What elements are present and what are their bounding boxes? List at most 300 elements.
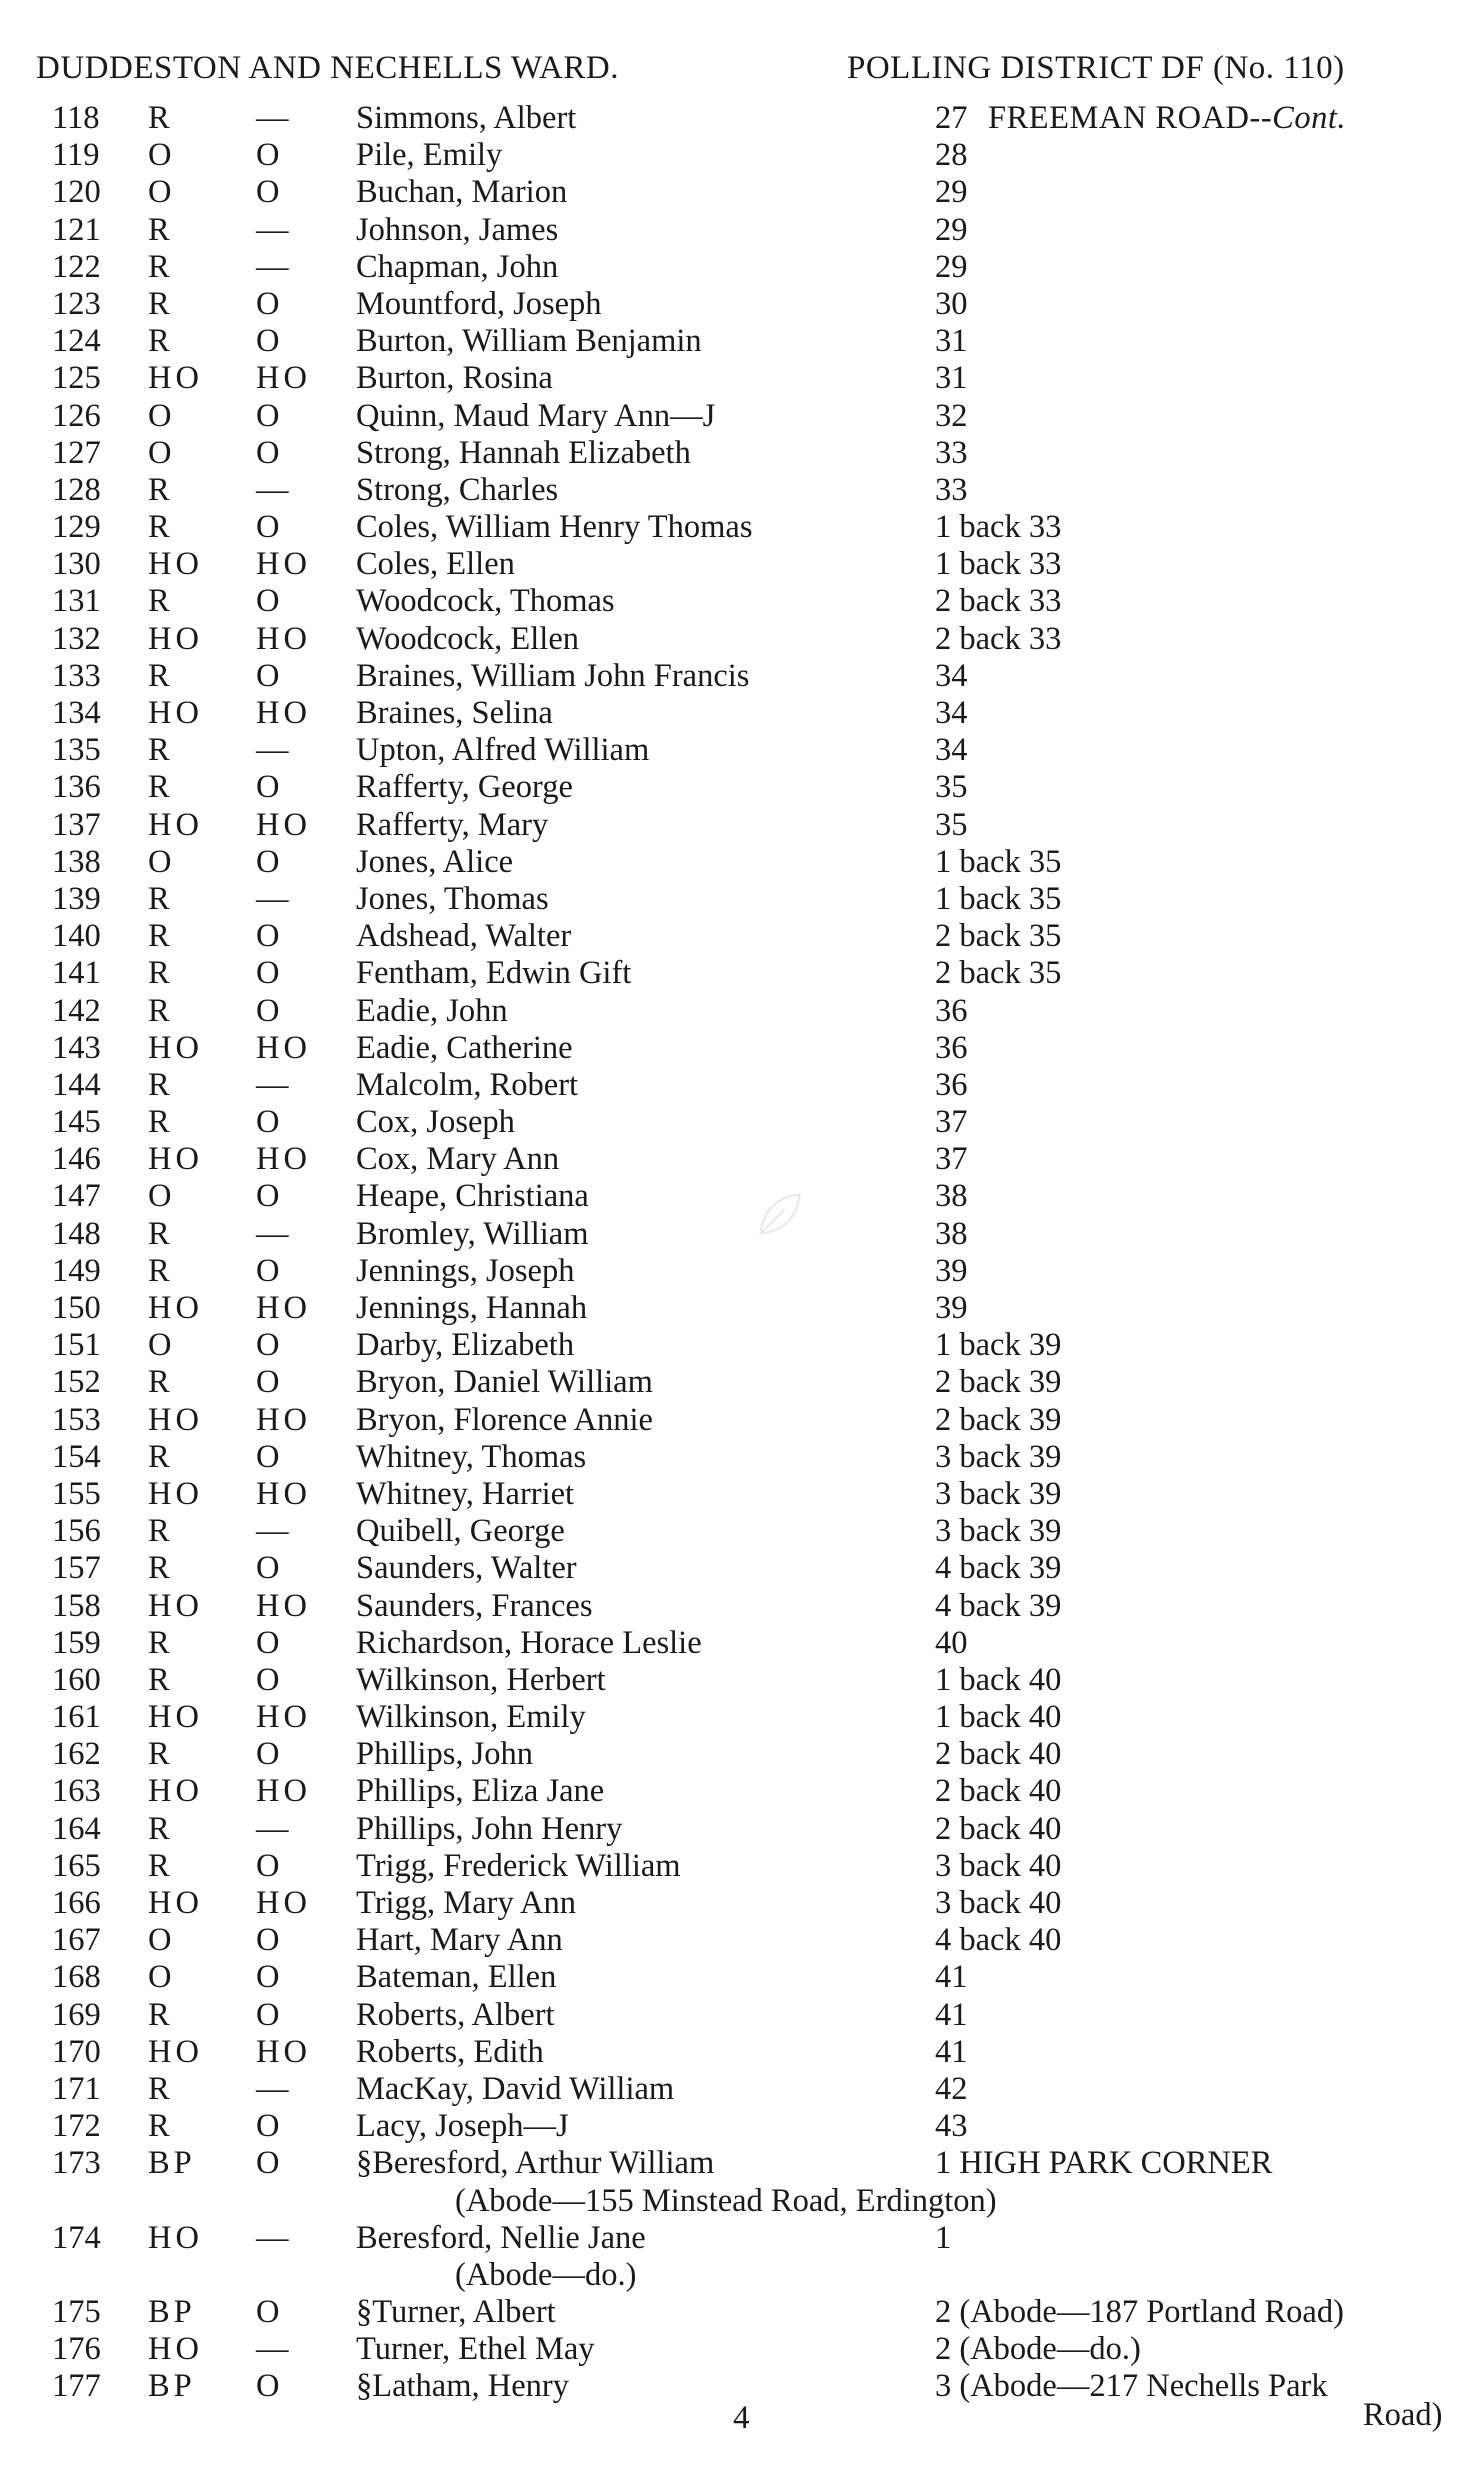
- elector-row: [0, 1067, 1484, 1104]
- second-qualification-code: —: [256, 1066, 293, 1103]
- elector-name: Buchan, Marion: [356, 174, 568, 211]
- qualification-code: R: [148, 1438, 174, 1475]
- address-number: 2 back 35: [935, 918, 1062, 955]
- qualification-code: R: [148, 992, 174, 1029]
- elector-row: [0, 1327, 1484, 1364]
- second-qualification-code: O: [256, 174, 284, 211]
- second-qualification-code: —: [256, 100, 293, 136]
- second-qualification-code: O: [256, 843, 284, 880]
- elector-row: [0, 2071, 1484, 2108]
- qualification-code: R: [148, 732, 174, 769]
- elector-number: 134: [52, 695, 101, 731]
- second-qualification-code: O: [256, 955, 284, 992]
- elector-number: 173: [52, 2145, 101, 2182]
- address-number: 37: [935, 1104, 968, 1141]
- address-number: 1 back 33: [935, 546, 1062, 583]
- elector-row: [0, 1402, 1484, 1439]
- qualification-code: HO: [148, 2219, 203, 2256]
- address-number: 30: [935, 285, 968, 322]
- elector-number: 139: [52, 880, 101, 917]
- elector-name: Phillips, John: [356, 1736, 533, 1773]
- elector-name: Jennings, Hannah: [356, 1290, 588, 1326]
- qualification-code: R: [148, 1252, 174, 1289]
- elector-number: 169: [52, 1996, 101, 2033]
- elector-row: [0, 1699, 1484, 1736]
- second-qualification-code: O: [256, 1438, 284, 1475]
- address-number: 29: [935, 211, 968, 248]
- elector-name: Adshead, Walter: [356, 918, 572, 955]
- second-qualification-code: O: [256, 1736, 284, 1773]
- elector-row: [0, 1030, 1484, 1067]
- elector-name: Rafferty, Mary: [356, 806, 549, 843]
- elector-number: 154: [52, 1438, 101, 1475]
- abode-text: (Abode—do.): [455, 2256, 637, 2293]
- elector-row: [0, 546, 1484, 583]
- qualification-code: O: [148, 1959, 176, 1996]
- qualification-code: HO: [148, 2331, 203, 2368]
- second-qualification-code: O: [256, 2368, 284, 2405]
- qualification-code: O: [148, 1922, 176, 1959]
- elector-name: Bateman, Ellen: [356, 1959, 557, 1996]
- address-number: 2 (Abode—do.): [935, 2331, 1141, 2368]
- elector-name: Cox, Mary Ann: [356, 1141, 560, 1178]
- elector-number: 146: [52, 1141, 101, 1178]
- qualification-code: O: [148, 137, 176, 174]
- elector-row: [0, 174, 1484, 211]
- qualification-code: O: [148, 843, 176, 880]
- second-qualification-code: O: [256, 137, 284, 174]
- elector-number: 123: [52, 285, 101, 322]
- elector-row: [0, 1736, 1484, 1773]
- abode-text: (Abode—155 Minstead Road, Erdington): [455, 2182, 997, 2219]
- qualification-code: R: [148, 1810, 174, 1847]
- elector-name: Jones, Alice: [356, 843, 514, 880]
- elector-name: Saunders, Walter: [356, 1550, 577, 1587]
- elector-row: [0, 1997, 1484, 2034]
- address-number: 42: [935, 2070, 968, 2107]
- second-qualification-code: O: [256, 769, 284, 806]
- address-number: 3 (Abode—217 Nechells Park: [935, 2368, 1328, 2405]
- elector-name: Pile, Emily: [356, 137, 503, 174]
- address-number: 1 back 39: [935, 1327, 1062, 1364]
- elector-name: Coles, William Henry Thomas: [356, 509, 753, 546]
- qualification-code: R: [148, 285, 174, 322]
- elector-name: Trigg, Mary Ann: [356, 1885, 577, 1921]
- elector-row: [0, 1959, 1484, 1996]
- qualification-code: R: [148, 955, 174, 992]
- qualification-code: R: [148, 1550, 174, 1587]
- address-number: 2 back 40: [935, 1736, 1062, 1773]
- elector-number: 155: [52, 1475, 101, 1512]
- elector-row: [0, 1625, 1484, 1662]
- elector-name: §Turner, Albert: [356, 2294, 556, 2331]
- qualification-code: R: [148, 1847, 174, 1884]
- qualification-code: HO: [148, 620, 203, 657]
- elector-number: 135: [52, 732, 101, 769]
- street-name: FREEMAN ROAD: [988, 100, 1250, 136]
- second-qualification-code: —: [256, 2070, 293, 2107]
- second-qualification-code: —: [256, 2331, 293, 2368]
- qualification-code: R: [148, 1624, 174, 1661]
- elector-row: [0, 1253, 1484, 1290]
- elector-row: [0, 1178, 1484, 1215]
- elector-number: 138: [52, 843, 101, 880]
- qualification-code: R: [148, 471, 174, 508]
- elector-name: Turner, Ethel May: [356, 2331, 595, 2368]
- second-qualification-code: —: [256, 732, 293, 769]
- elector-number: 168: [52, 1959, 101, 1996]
- elector-row: [0, 1104, 1484, 1141]
- elector-row: [0, 2220, 1484, 2257]
- address-number: 3 back 39: [935, 1475, 1062, 1512]
- qualification-code: R: [148, 1215, 174, 1252]
- elector-row: [0, 398, 1484, 435]
- second-qualification-code: —: [256, 2219, 293, 2256]
- elector-name: Chapman, John: [356, 248, 559, 285]
- elector-row: [0, 1550, 1484, 1587]
- elector-name: Quinn, Maud Mary Ann—J: [356, 397, 716, 434]
- address-number: 36: [935, 1029, 968, 1066]
- elector-name: §Beresford, Arthur William: [356, 2145, 715, 2182]
- qualification-code: R: [148, 1513, 174, 1550]
- elector-name: Bryon, Florence Annie: [356, 1401, 653, 1438]
- qualification-code: R: [148, 918, 174, 955]
- elector-number: 126: [52, 397, 101, 434]
- second-qualification-code: HO: [256, 620, 311, 657]
- address-number: 33: [935, 471, 968, 508]
- qualification-code: HO: [148, 1401, 203, 1438]
- qualification-code: R: [148, 1066, 174, 1103]
- second-qualification-code: HO: [256, 546, 311, 583]
- elector-row: [0, 472, 1484, 509]
- address-number: 3 back 40: [935, 1885, 1062, 1921]
- second-qualification-code: O: [256, 323, 284, 360]
- elector-name: Roberts, Edith: [356, 2033, 544, 2070]
- elector-number: 148: [52, 1215, 101, 1252]
- address-number: 34: [935, 657, 968, 694]
- address-number: 36: [935, 1066, 968, 1103]
- qualification-code: HO: [148, 1290, 203, 1326]
- address-number: 33: [935, 434, 968, 471]
- address-number: 41: [935, 2033, 968, 2070]
- qualification-code: R: [148, 323, 174, 360]
- address-number: 4 back 40: [935, 1922, 1062, 1959]
- address-number: 37: [935, 1141, 968, 1178]
- elector-number: 119: [52, 137, 100, 174]
- address-number: 2 back 35: [935, 955, 1062, 992]
- second-qualification-code: —: [256, 1513, 293, 1550]
- elector-name: Trigg, Frederick William: [356, 1847, 681, 1884]
- elector-number: 132: [52, 620, 101, 657]
- address-continuation: Road): [1363, 2397, 1443, 2433]
- elector-number: 165: [52, 1847, 101, 1884]
- qualification-code: HO: [148, 1773, 203, 1810]
- elector-name: Coles, Ellen: [356, 546, 515, 583]
- qualification-code: R: [148, 100, 174, 136]
- elector-row: [0, 2108, 1484, 2145]
- elector-row: [0, 1216, 1484, 1253]
- abode-note: [0, 2257, 1484, 2294]
- elector-name: Burton, Rosina: [356, 360, 553, 397]
- elector-number: 144: [52, 1066, 101, 1103]
- elector-name: Malcolm, Robert: [356, 1066, 579, 1103]
- qualification-code: HO: [148, 1475, 203, 1512]
- qualification-code: R: [148, 211, 174, 248]
- qualification-code: BP: [148, 2145, 196, 2182]
- elector-name: Richardson, Horace Leslie: [356, 1624, 702, 1661]
- elector-row: [0, 769, 1484, 806]
- elector-name: Braines, Selina: [356, 695, 553, 731]
- elector-row: [0, 1513, 1484, 1550]
- address-number: 41: [935, 1959, 968, 1996]
- second-qualification-code: —: [256, 211, 293, 248]
- elector-number: 133: [52, 657, 101, 694]
- address-number: 29: [935, 248, 968, 285]
- elector-number: 141: [52, 955, 101, 992]
- elector-number: 152: [52, 1364, 101, 1401]
- elector-number: 130: [52, 546, 101, 583]
- elector-number: 149: [52, 1252, 101, 1289]
- second-qualification-code: —: [256, 1215, 293, 1252]
- elector-name: Jones, Thomas: [356, 880, 549, 917]
- district-heading: POLLING DISTRICT DF (No. 110): [847, 50, 1345, 86]
- address-number: 31: [935, 323, 968, 360]
- elector-row: [0, 955, 1484, 992]
- second-qualification-code: HO: [256, 2033, 311, 2070]
- qualification-code: R: [148, 248, 174, 285]
- second-qualification-code: HO: [256, 360, 311, 397]
- second-qualification-code: O: [256, 397, 284, 434]
- second-qualification-code: O: [256, 2108, 284, 2145]
- second-qualification-code: HO: [256, 1141, 311, 1178]
- abode-note: [0, 2183, 1484, 2220]
- second-qualification-code: HO: [256, 1290, 311, 1326]
- elector-number: 137: [52, 806, 101, 843]
- elector-row: [0, 1922, 1484, 1959]
- elector-row: [0, 1848, 1484, 1885]
- second-qualification-code: O: [256, 918, 284, 955]
- elector-name: MacKay, David William: [356, 2070, 675, 2107]
- elector-name: Eadie, John: [356, 992, 508, 1029]
- second-qualification-code: HO: [256, 1699, 311, 1736]
- address-number: 1 back 40: [935, 1699, 1062, 1736]
- elector-row: [0, 1811, 1484, 1848]
- elector-row: [0, 993, 1484, 1030]
- address-number: 3 back 40: [935, 1847, 1062, 1884]
- address-number: 1 back 40: [935, 1661, 1062, 1698]
- address-number: 1 back 35: [935, 880, 1062, 917]
- elector-number: 170: [52, 2033, 101, 2070]
- second-qualification-code: HO: [256, 1475, 311, 1512]
- elector-name: Strong, Hannah Elizabeth: [356, 434, 691, 471]
- second-qualification-code: O: [256, 1178, 284, 1215]
- elector-number: 171: [52, 2070, 101, 2107]
- second-qualification-code: HO: [256, 1885, 311, 1921]
- elector-number: 121: [52, 211, 101, 248]
- elector-row: [0, 2145, 1484, 2182]
- second-qualification-code: —: [256, 471, 293, 508]
- elector-row: [0, 1290, 1484, 1327]
- qualification-code: R: [148, 657, 174, 694]
- second-qualification-code: O: [256, 1959, 284, 1996]
- elector-number: 167: [52, 1922, 101, 1959]
- elector-row: [0, 286, 1484, 323]
- qualification-code: HO: [148, 360, 203, 397]
- qualification-code: O: [148, 1327, 176, 1364]
- address-number: 39: [935, 1252, 968, 1289]
- elector-name: Whitney, Thomas: [356, 1438, 587, 1475]
- elector-row: [0, 2294, 1484, 2331]
- qualification-code: R: [148, 2070, 174, 2107]
- elector-number: 175: [52, 2294, 101, 2331]
- qualification-code: HO: [148, 1699, 203, 1736]
- elector-name: Johnson, James: [356, 211, 559, 248]
- page-number: 4: [733, 2400, 750, 2436]
- elector-row: [0, 1885, 1484, 1922]
- elector-name: Bryon, Daniel William: [356, 1364, 653, 1401]
- elector-name: Mountford, Joseph: [356, 285, 602, 322]
- elector-number: 158: [52, 1587, 101, 1624]
- elector-name: Woodcock, Thomas: [356, 583, 615, 620]
- address-number: 2 back 33: [935, 620, 1062, 657]
- elector-number: 129: [52, 509, 101, 546]
- address-number: 36: [935, 992, 968, 1029]
- second-qualification-code: O: [256, 1327, 284, 1364]
- qualification-code: HO: [148, 2033, 203, 2070]
- elector-name: Bromley, William: [356, 1215, 589, 1252]
- elector-row: [0, 695, 1484, 732]
- second-qualification-code: O: [256, 1661, 284, 1698]
- elector-name: §Latham, Henry: [356, 2368, 569, 2405]
- elector-number: 164: [52, 1810, 101, 1847]
- qualification-code: R: [148, 1364, 174, 1401]
- street-heading: FREEMAN ROAD--Cont.: [988, 100, 1347, 136]
- elector-name: Beresford, Nellie Jane: [356, 2219, 646, 2256]
- elector-number: 177: [52, 2368, 101, 2405]
- address-number: 31: [935, 360, 968, 397]
- second-qualification-code: O: [256, 992, 284, 1029]
- qualification-code: HO: [148, 1587, 203, 1624]
- elector-number: 176: [52, 2331, 101, 2368]
- elector-name: Whitney, Harriet: [356, 1475, 575, 1512]
- second-qualification-code: O: [256, 285, 284, 322]
- elector-number: 127: [52, 434, 101, 471]
- address-number: 34: [935, 695, 968, 731]
- second-qualification-code: —: [256, 880, 293, 917]
- elector-number: 159: [52, 1624, 101, 1661]
- leaf-watermark-icon: [752, 1188, 806, 1242]
- address-number: 1 HIGH PARK CORNER: [935, 2145, 1273, 2182]
- address-number: 2 back 39: [935, 1364, 1062, 1401]
- elector-number: 124: [52, 323, 101, 360]
- second-qualification-code: —: [256, 248, 293, 285]
- elector-number: 163: [52, 1773, 101, 1810]
- qualification-code: O: [148, 397, 176, 434]
- elector-name: Lacy, Joseph—J: [356, 2108, 569, 2145]
- address-number: 1 back 35: [935, 843, 1062, 880]
- elector-row: [0, 1476, 1484, 1513]
- elector-row: [0, 435, 1484, 472]
- elector-row: [0, 807, 1484, 844]
- street-continued-label: Cont.: [1272, 100, 1347, 136]
- address-number: 1: [935, 2219, 952, 2256]
- elector-name: Jennings, Joseph: [356, 1252, 575, 1289]
- qualification-code: R: [148, 769, 174, 806]
- second-qualification-code: O: [256, 2145, 284, 2182]
- elector-row: [0, 621, 1484, 658]
- elector-row: [0, 100, 1484, 137]
- elector-row: [0, 918, 1484, 955]
- second-qualification-code: O: [256, 434, 284, 471]
- elector-number: 128: [52, 471, 101, 508]
- elector-row: [0, 658, 1484, 695]
- elector-row: [0, 1588, 1484, 1625]
- address-number: 32: [935, 397, 968, 434]
- qualification-code: R: [148, 2108, 174, 2145]
- elector-row: [0, 1773, 1484, 1810]
- elector-name: Woodcock, Ellen: [356, 620, 580, 657]
- qualification-code: HO: [148, 1885, 203, 1921]
- qualification-code: HO: [148, 1029, 203, 1066]
- qualification-code: R: [148, 880, 174, 917]
- elector-number: 161: [52, 1699, 101, 1736]
- elector-row: [0, 881, 1484, 918]
- elector-number: 172: [52, 2108, 101, 2145]
- elector-number: 157: [52, 1550, 101, 1587]
- ward-heading: DUDDESTON AND NECHELLS WARD.: [36, 50, 619, 86]
- address-number: 2 back 40: [935, 1773, 1062, 1810]
- second-qualification-code: HO: [256, 1773, 311, 1810]
- elector-number: 145: [52, 1104, 101, 1141]
- second-qualification-code: HO: [256, 1587, 311, 1624]
- elector-number: 122: [52, 248, 101, 285]
- elector-number: 131: [52, 583, 101, 620]
- elector-row: [0, 844, 1484, 881]
- qualification-code: HO: [148, 806, 203, 843]
- elector-number: 151: [52, 1327, 101, 1364]
- second-qualification-code: O: [256, 1847, 284, 1884]
- elector-number: 142: [52, 992, 101, 1029]
- second-qualification-code: O: [256, 1104, 284, 1141]
- address-number: 35: [935, 806, 968, 843]
- elector-name: Heape, Christiana: [356, 1178, 589, 1215]
- address-number: 34: [935, 732, 968, 769]
- second-qualification-code: O: [256, 1252, 284, 1289]
- elector-list: [0, 100, 1484, 2406]
- elector-number: 156: [52, 1513, 101, 1550]
- qualification-code: R: [148, 1736, 174, 1773]
- qualification-code: R: [148, 583, 174, 620]
- address-number: 27: [935, 100, 968, 136]
- elector-row: [0, 2331, 1484, 2368]
- second-qualification-code: O: [256, 1364, 284, 1401]
- elector-row: [0, 249, 1484, 286]
- elector-number: 153: [52, 1401, 101, 1438]
- address-number: 4 back 39: [935, 1587, 1062, 1624]
- second-qualification-code: HO: [256, 695, 311, 731]
- qualification-code: R: [148, 1104, 174, 1141]
- elector-number: 150: [52, 1290, 101, 1326]
- address-number: 38: [935, 1178, 968, 1215]
- second-qualification-code: O: [256, 509, 284, 546]
- qualification-code: O: [148, 174, 176, 211]
- second-qualification-code: —: [256, 1810, 293, 1847]
- elector-number: 166: [52, 1885, 101, 1921]
- elector-row: [0, 1364, 1484, 1401]
- qualification-code: R: [148, 1996, 174, 2033]
- address-number: 29: [935, 174, 968, 211]
- address-number: 2 back 33: [935, 583, 1062, 620]
